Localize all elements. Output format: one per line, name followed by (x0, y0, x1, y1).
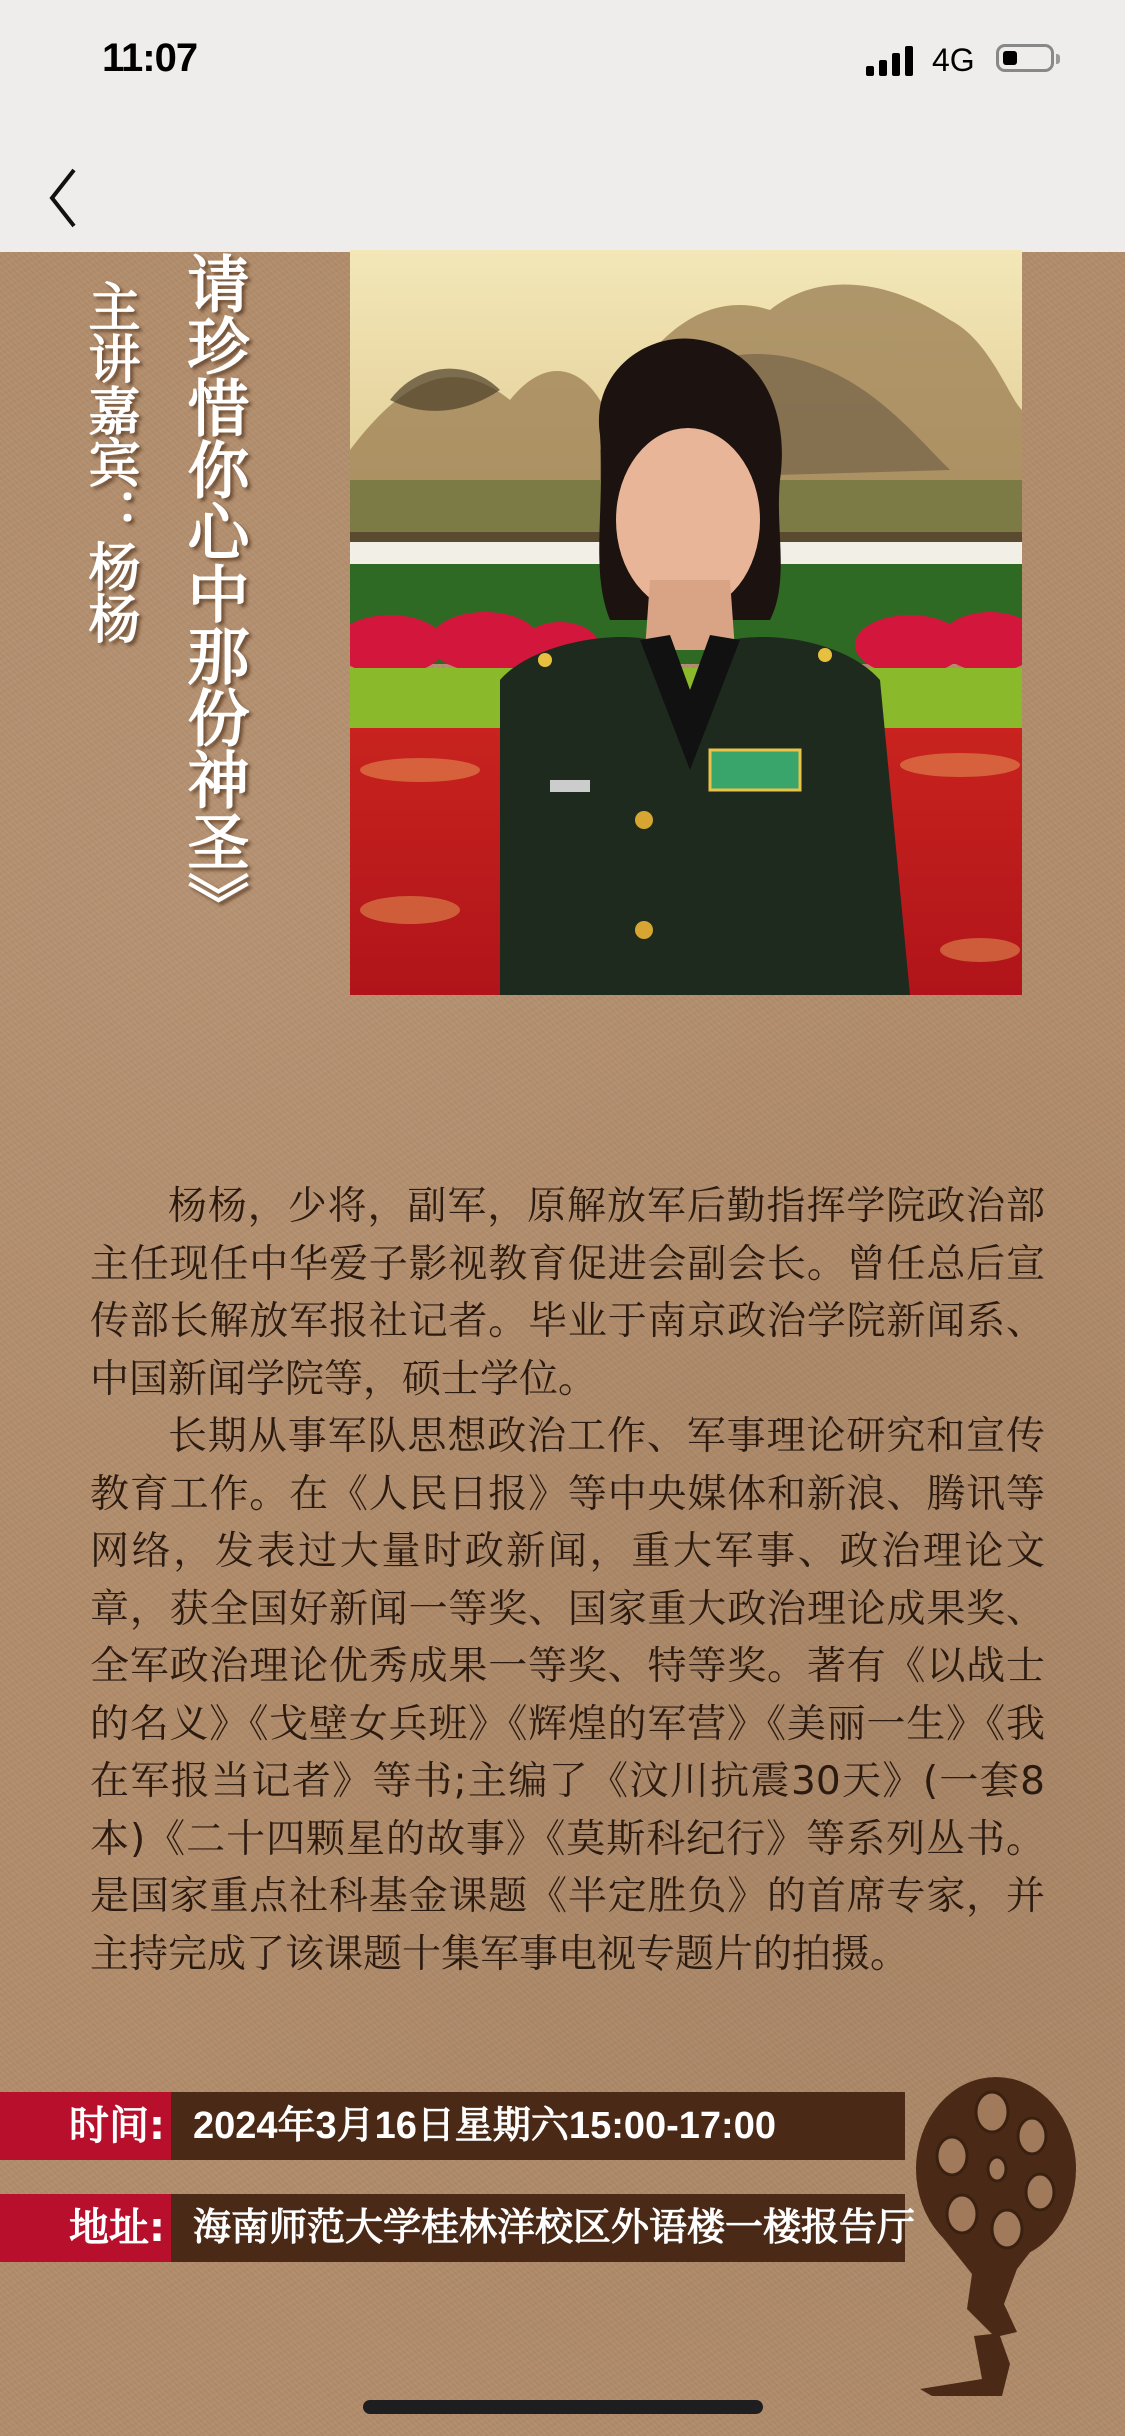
film-reel-figure-icon (912, 2074, 1080, 2404)
address-label: 地址: (0, 2194, 171, 2262)
bio-paragraph: 杨杨，少将，副军，原解放军后勤指挥学院政治部主任现任中华爱子影视教育促进会副会长。曾任总后宣传部长解放军报社记者。毕业于南京政治学院新闻系、中国新闻学院等，硕士学位。 (90, 1184, 1045, 1402)
chevron-left-icon[interactable] (40, 158, 90, 238)
time-value: 2024年3月16日星期六15:00-17:00 (171, 2092, 905, 2160)
status-time: 11:07 (102, 36, 198, 80)
nav-bar (0, 140, 1125, 252)
network-type: 4G (932, 42, 975, 78)
speaker-bio (90, 1178, 1045, 1983)
time-label: 时间: (0, 2092, 171, 2160)
event-poster (0, 252, 1125, 2436)
bio-paragraph: 长期从事军队思想政治工作、军事理论研究和宣传教育工作。在《人民日报》等中央媒体和新浪、腾讯等网络，发表过大量时政新闻，重大军事、政治理论文章，获全国好新闻一等奖、国家重大政治理论成果奖、全军政治理论优秀成果一等奖、特等奖。著有《以战士的名义》《戈壁女兵班》《辉煌的军营》《美丽一生》《我在军报当记者》等书;主编了《汶川抗震30天》(一套8本)《二十四颗星的故事》《莫斯科纪行》等系列丛书。是国家重点社科基金课题《半定胜负》的首席专家，并主持完成了该课题十集军事电视专题片的拍摄。 (90, 1414, 1045, 1977)
speaker-label: 主讲嘉宾：杨杨 (79, 280, 139, 644)
cellular-signal-icon (866, 46, 916, 76)
home-indicator[interactable] (363, 2400, 763, 2414)
status-bar (0, 0, 1125, 140)
poster-title: 请珍惜你心中那份神圣》 (177, 252, 250, 934)
event-address-row (0, 2194, 916, 2262)
address-value: 海南师范大学桂林洋校区外语楼一楼报告厅 (171, 2194, 905, 2262)
event-time-row (0, 2092, 905, 2160)
speaker-photo (350, 250, 1022, 995)
battery-low-icon (996, 44, 1054, 72)
